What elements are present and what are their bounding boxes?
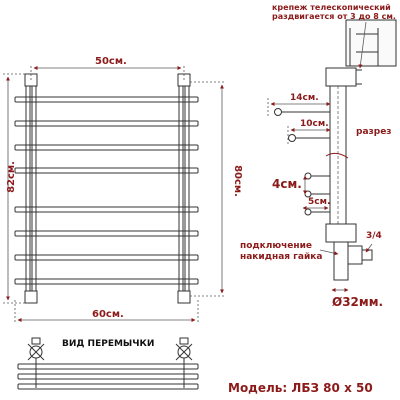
mount-bottom-left bbox=[25, 291, 37, 303]
telescopic-mount-bottom bbox=[326, 224, 356, 242]
mount-note-line1: крепеж телескопический bbox=[272, 3, 391, 12]
left-post bbox=[26, 76, 36, 298]
width-bottom-label: 60см. bbox=[92, 309, 124, 320]
bridge-rung bbox=[18, 364, 198, 369]
connection-line2-label: накидная гайка bbox=[240, 252, 323, 262]
rung bbox=[15, 279, 198, 284]
rung bbox=[15, 207, 198, 212]
pipe-diameter-label: Ø32мм. bbox=[332, 295, 384, 309]
bridge-mount-left bbox=[28, 338, 44, 360]
model-label: Модель: ЛБЗ 80 х 50 bbox=[228, 381, 373, 395]
thread-leader bbox=[366, 244, 372, 252]
telescopic-mount-top bbox=[326, 68, 356, 86]
rung bbox=[15, 145, 198, 150]
rung bbox=[15, 168, 198, 173]
connection-nut bbox=[348, 246, 362, 264]
rung bbox=[15, 231, 198, 236]
height-left-label: 82см. bbox=[5, 161, 17, 193]
dim-4-label: 4см. bbox=[272, 177, 302, 191]
width-top-label: 50см. bbox=[95, 56, 127, 67]
mount-bottom-right bbox=[178, 291, 190, 303]
dim-14-label: 14см. bbox=[290, 93, 319, 103]
front-view bbox=[15, 74, 198, 303]
mount-note-line2: раздвигается от 3 до 8 см. bbox=[272, 12, 396, 21]
bridge-rung bbox=[18, 374, 198, 379]
rungs bbox=[15, 97, 198, 284]
right-post bbox=[179, 76, 189, 298]
cut-mark bbox=[326, 153, 348, 158]
bridge-mount-right bbox=[176, 338, 192, 360]
rung bbox=[15, 121, 198, 126]
bridge-rung bbox=[18, 384, 198, 389]
bridge-view-title: ВИД ПЕРЕМЫЧКИ bbox=[62, 339, 155, 349]
rung bbox=[15, 255, 198, 260]
connection-line1-label: подключение bbox=[240, 241, 313, 251]
cut-label: разрез bbox=[356, 127, 392, 137]
dim-5-label: 5см. bbox=[308, 197, 331, 207]
dim-10-label: 10см. bbox=[300, 119, 329, 129]
rung bbox=[15, 97, 198, 102]
connection-leader bbox=[320, 250, 338, 254]
wall bbox=[346, 20, 396, 66]
height-right-label: 80см. bbox=[231, 165, 243, 197]
thread-size-label: 3/4 bbox=[366, 231, 382, 241]
